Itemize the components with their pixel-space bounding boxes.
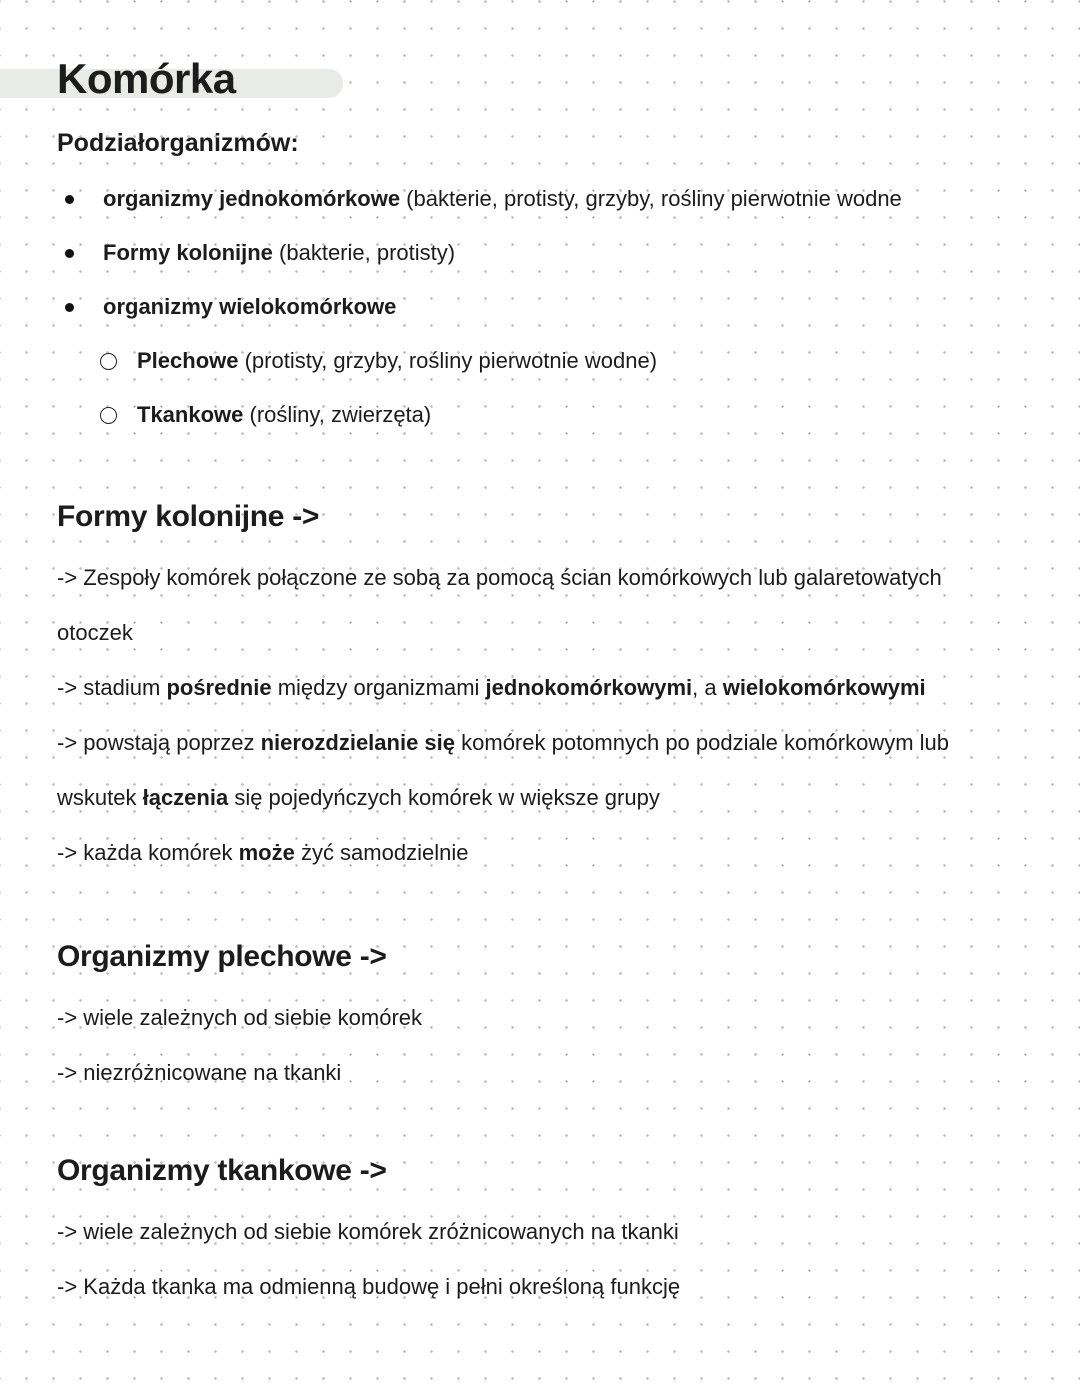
text-segment: -> powstają poprzez xyxy=(57,730,261,755)
text-segment: Plechowe xyxy=(137,348,239,373)
text-segment: , a xyxy=(692,675,723,700)
text-segment: między organizmami xyxy=(271,675,486,700)
text-line xyxy=(57,660,1040,715)
text-segment: nierozdzielanie się xyxy=(260,730,456,755)
text-segment: -> wiele zależnych od siebie komórek zróżnicowanych na tkanki xyxy=(57,1219,679,1244)
text-segment: komórek potomnych po podziale komórkowym lub xyxy=(455,730,950,755)
text-line xyxy=(57,990,1040,1045)
bullet-dot-icon xyxy=(65,303,74,312)
section-heading-organizmy-plechowe: Organizmy plechowe -> xyxy=(57,940,387,973)
list-item xyxy=(57,226,1040,280)
text-segment: -> stadium xyxy=(57,675,167,700)
text-segment: (bakterie, protisty) xyxy=(272,240,456,265)
subtitle-podzial-organizmow: Podziałorganizmów: xyxy=(57,129,299,157)
section-body-organizmy-tkankowe xyxy=(57,1204,1040,1314)
text-segment: -> Zespoły komórek połączone ze sobą za pomocą ścian komórkowych lub galaretowatych xyxy=(57,565,942,590)
text-line xyxy=(57,770,1040,825)
text-segment: -> niezróżnicowane na tkanki xyxy=(57,1060,342,1085)
hollow-circle-icon xyxy=(100,353,117,370)
list-item xyxy=(57,280,1040,334)
sub-bullet-text xyxy=(137,348,657,374)
bullet-text xyxy=(103,294,396,320)
hollow-circle-icon xyxy=(100,407,117,424)
bullet-dot-icon xyxy=(65,249,74,258)
text-segment: -> Każda tkanka ma odmienną budowę i pełni określoną funkcję xyxy=(57,1274,681,1299)
section-body-organizmy-plechowe xyxy=(57,990,1040,1100)
text-line xyxy=(57,825,1040,880)
text-segment: Tkankowe xyxy=(137,402,244,427)
text-segment: (protisty, grzyby, rośliny pierwotnie wodne) xyxy=(238,348,658,373)
text-line xyxy=(57,715,1040,770)
list-item xyxy=(97,334,1040,388)
text-segment: -> każda komórek xyxy=(57,840,239,865)
bullet-text xyxy=(103,186,902,212)
text-segment: wskutek xyxy=(57,785,143,810)
text-line xyxy=(57,550,1040,605)
organism-bullet-list xyxy=(57,172,1040,442)
text-segment: może xyxy=(238,840,295,865)
text-segment: pośrednie xyxy=(166,675,272,700)
text-segment: -> wiele zależnych od siebie komórek xyxy=(57,1005,423,1030)
text-segment: otoczek xyxy=(57,620,133,645)
bullet-text xyxy=(103,240,455,266)
text-segment: łączenia xyxy=(142,785,229,810)
text-segment: organizmy wielokomórkowe xyxy=(103,294,397,319)
text-segment: Formy kolonijne xyxy=(103,240,273,265)
sub-bullet-list xyxy=(97,334,1040,442)
text-segment: się pojedyńczych komórek w większe grupy xyxy=(228,785,660,810)
bullet-dot-icon xyxy=(65,195,74,204)
sub-bullet-text xyxy=(137,402,431,428)
text-line xyxy=(57,1204,1040,1259)
text-line xyxy=(57,605,1040,660)
section-heading-organizmy-tkankowe: Organizmy tkankowe -> xyxy=(57,1154,387,1187)
text-segment: wielokomórkowymi xyxy=(722,675,926,700)
text-line xyxy=(57,1045,1040,1100)
text-segment: (rośliny, zwierzęta) xyxy=(243,402,432,427)
text-line xyxy=(57,1259,1040,1314)
list-item xyxy=(97,388,1040,442)
text-segment: (bakterie, protisty, grzyby, rośliny pierwotnie wodne xyxy=(400,186,902,211)
section-heading-formy-kolonijne: Formy kolonijne -> xyxy=(57,500,320,533)
text-segment: organizmy jednokomórkowe xyxy=(103,186,401,211)
section-body-formy-kolonijne xyxy=(57,550,1040,880)
page-title: Komórka xyxy=(57,55,236,102)
list-item xyxy=(57,172,1040,226)
text-segment: żyć samodzielnie xyxy=(294,840,469,865)
text-segment: jednokomórkowymi xyxy=(485,675,693,700)
